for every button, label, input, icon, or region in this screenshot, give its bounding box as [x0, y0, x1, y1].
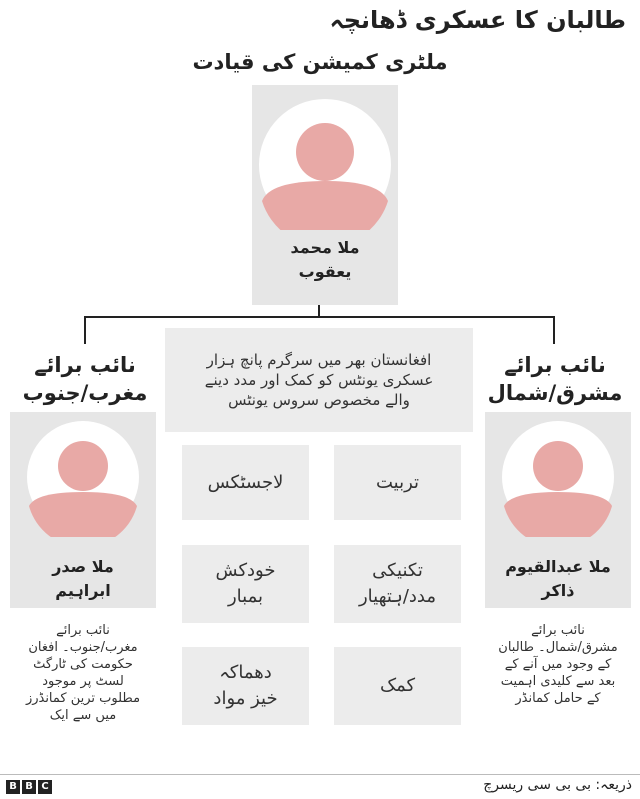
east-north-desc-line: بعد سے کلیدی اہمیت [500, 674, 616, 689]
west-south-name-line2: ابراہیم [55, 581, 111, 600]
leader-name-line1: ملا محمد [290, 238, 360, 257]
connector-right-drop [553, 316, 555, 344]
west-south-desc-line: میں سے ایک [49, 708, 117, 723]
west-south-avatar [10, 412, 156, 537]
west-south-desc-line: لسٹ پر موجود [42, 674, 124, 689]
east-north-desc-line: کے وجود میں آنے کے [504, 657, 612, 672]
connector-horizontal [84, 316, 555, 318]
east-north-desc-line: مشرق/شمال۔ طالبان [498, 640, 618, 655]
unit-suicide-line1: خودکش [215, 560, 276, 581]
east-north-desc-line: نائب برائے [531, 623, 585, 638]
west-south-desc-line: حکومت کی ٹارگٹ [33, 657, 133, 672]
bbc-logo-letter: B [22, 780, 36, 794]
unit-technical-line1: تکنیکی [372, 560, 423, 581]
west-south-card [10, 412, 156, 608]
services-description [165, 328, 473, 432]
west-south-description [10, 622, 156, 724]
unit-suicide-bombers [182, 545, 309, 623]
unit-explosives-line1: دھماکہ [219, 662, 272, 683]
unit-reinforcement-label: کمک [379, 675, 416, 696]
east-north-avatar [485, 412, 631, 537]
west-south-role-line2: مغرب/جنوب [22, 381, 148, 405]
unit-explosives [182, 647, 309, 725]
east-north-name-line1: ملا عبدالقیوم [505, 557, 611, 576]
west-south-name-line1: ملا صدر [52, 557, 114, 576]
unit-logistics [182, 445, 309, 520]
west-south-desc-line: مطلوب ترین کمانڈرز [25, 691, 141, 706]
east-north-role-line1: نائب برائے [504, 353, 606, 377]
unit-reinforcement [334, 647, 461, 725]
east-north-desc-line: کے حامل کمانڈر [515, 691, 601, 706]
leader-card [252, 85, 398, 305]
bbc-logo-letter: B [6, 780, 20, 794]
leadership-heading: ملٹری کمیشن کی قیادت [192, 50, 448, 74]
bbc-logo-letter: C [38, 780, 52, 794]
unit-technical [334, 545, 461, 623]
connector-left-drop [84, 316, 86, 344]
services-desc-line: عسکری یونٹس کو کمک اور مدد دینے [204, 371, 434, 389]
leader-name-line2: یعقوب [298, 262, 352, 281]
west-south-role-line1: نائب برائے [34, 353, 136, 377]
unit-logistics-label: لاجسٹکس [207, 471, 284, 493]
services-desc-line: افغانستان بھر میں سرگرم پانچ ہزار [206, 351, 432, 369]
east-north-card [485, 412, 631, 608]
west-south-desc-line: مغرب/جنوب۔ افغان [28, 640, 138, 655]
source-note: ذریعہ: بی بی سی ریسرچ [483, 777, 632, 793]
services-desc-line: والے مخصوص سروس یونٹس [228, 391, 410, 409]
unit-explosives-line2: خیز مواد [213, 688, 278, 709]
unit-training [334, 445, 461, 520]
unit-technical-line2: مدد/ہتھیار [358, 586, 437, 607]
footer-rule [0, 774, 640, 775]
west-south-desc-line: نائب برائے [56, 623, 110, 638]
east-north-name-line2: ذاکر [541, 581, 575, 600]
unit-suicide-line2: بمبار [227, 586, 264, 607]
chart-title: طالبان کا عسکری ڈھانچہ [329, 6, 626, 34]
east-north-role-line2: مشرق/شمال [487, 381, 623, 405]
bbc-logo [6, 780, 52, 794]
unit-training-label: تربیت [375, 471, 420, 493]
leader-avatar [252, 85, 398, 230]
east-north-description [485, 622, 631, 707]
